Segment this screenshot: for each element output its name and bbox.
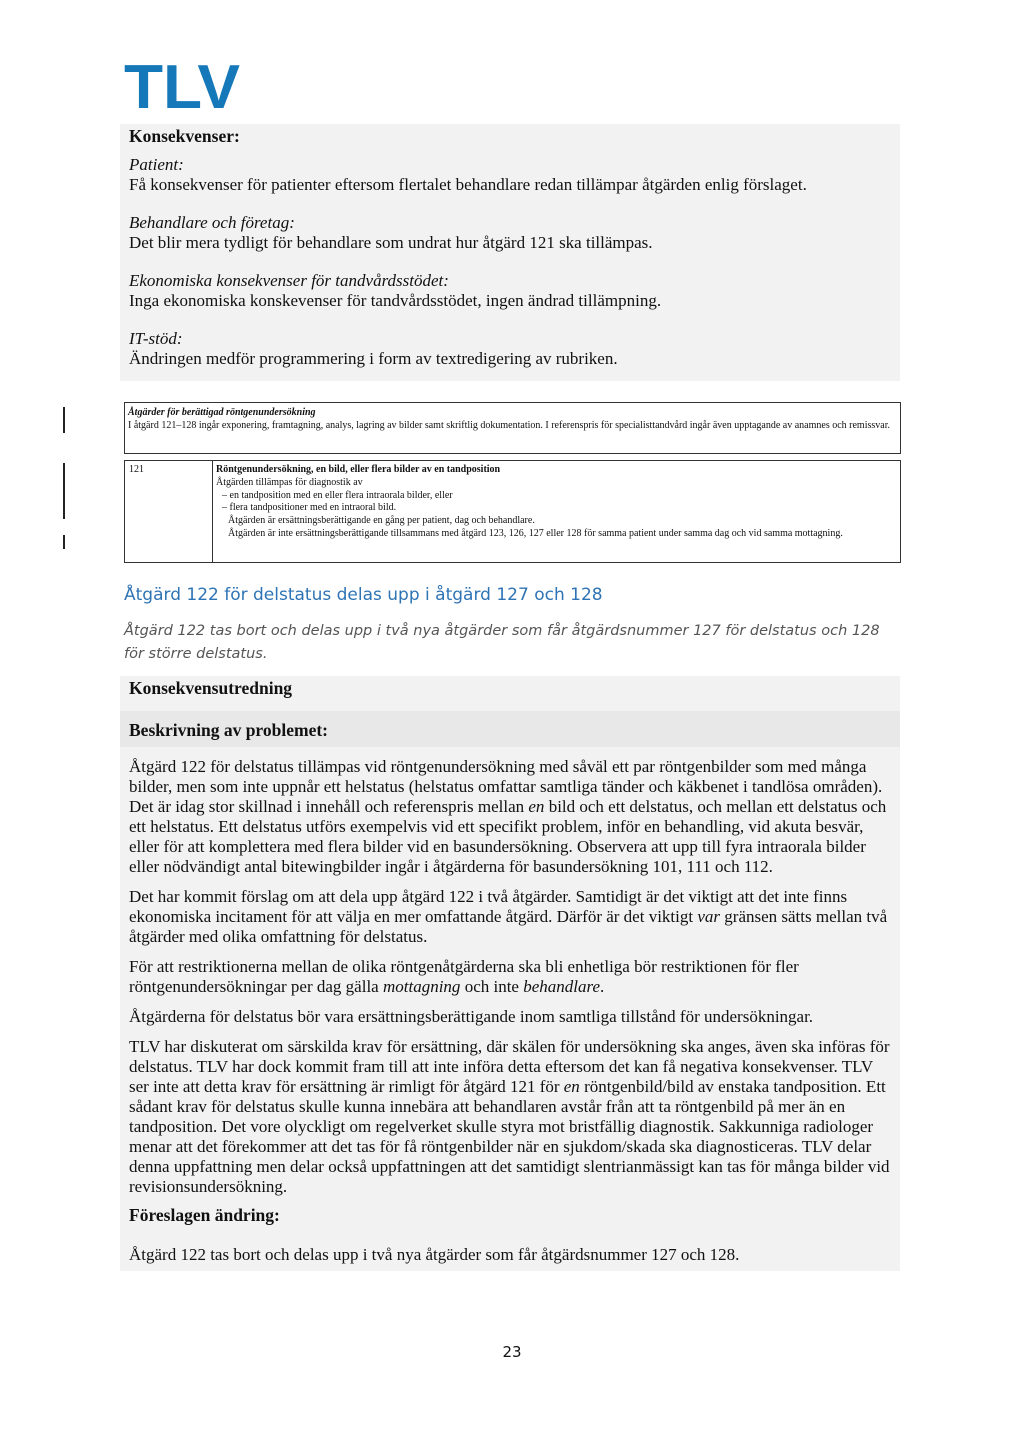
impact-assessment-box bbox=[120, 676, 900, 1302]
impact-assessment-title: Konsekvensutredning bbox=[120, 676, 900, 711]
paragraph: TLV har diskuterat om särskilda krav för ersättning, där skälen för undersökning ska anges, även ska införas för delstatus. TLV har dock kommit fram till att inte införa detta eftersom det kan få negativa konsekvenser. TLV ser inte att detta krav för ersättning är rimligt för åtgärd 121 för en röntgenbild/bild av enstaka tandposition. Ett sådant krav för delstatus skulle kunna innebära att behandlaren avstår från att ta röntgenbild på mer än en tandposition. Det vore olyckligt om regelverket skulle styra mot bristfällig diagnostik. Sakkunniga radiologer menar att det förekommer att det tas för få röntgenbilder när en sjukdom/skada ska diagnosticeras. TLV delar denna uppfattning men delar också uppfattningen att det samtidigt slentrianmässigt kan tas för många bilder vid revisionsundersökning. bbox=[129, 1037, 890, 1196]
consequence-item bbox=[129, 329, 891, 369]
consequence-text: Inga ekonomiska konskevenser för tandvårdsstödet, ingen ändrad tillämpning. bbox=[129, 291, 662, 310]
change-marker bbox=[63, 535, 65, 549]
svg-text:TLV: TLV bbox=[124, 56, 240, 114]
action-line: Åtgärden är inte ersättningsberättigande tillsammans med åtgärd 123, 126, 127 eller 128 för samma patient under samma dag och vid samma mottagning. bbox=[228, 527, 843, 539]
change-marker bbox=[63, 463, 65, 519]
consequence-label: Behandlare och företag: bbox=[129, 213, 295, 232]
paragraph: Det har kommit förslag om att dela upp åtgärd 122 i två åtgärder. Samtidigt är det viktigt att det inte finns ekonomiska incitament för att välja en mer omfattande åtgärd. Därför är det viktigt var gränsen sätts mellan två åtgärder med olika omfattning för delstatus. bbox=[129, 887, 888, 946]
consequence-item bbox=[129, 271, 891, 311]
consequence-item bbox=[129, 213, 891, 253]
consequence-item bbox=[129, 155, 891, 195]
proposed-change-text: Åtgärd 122 tas bort och delas upp i två nya åtgärder som får åtgärdsnummer 127 och 128. bbox=[120, 1231, 900, 1271]
action-121-table bbox=[124, 460, 901, 563]
page-number: 23 bbox=[502, 1343, 522, 1361]
action-line: – en tandposition med en eller flera intraorala bilder, eller bbox=[222, 489, 453, 501]
consequences-box bbox=[120, 124, 900, 381]
consequence-text: Få konsekvenser för patienter eftersom flertalet behandlare redan tillämpar åtgärden enlig förslaget. bbox=[129, 175, 807, 194]
action-line: Åtgärden tillämpas för diagnostik av bbox=[216, 476, 363, 488]
table-title: Åtgärder för berättigad röntgenundersökning bbox=[128, 407, 316, 418]
table-text: I åtgärd 121–128 ingår exponering, framtagning, analys, lagring av bilder samt skriftlig dokumentation. I referenspris för specialisttandvård ingår även upptagande av anamnes och remissvar. bbox=[128, 419, 890, 431]
action-code: 121 bbox=[125, 461, 213, 562]
section-intro: Åtgärd 122 tas bort och delas upp i två nya åtgärder som får åtgärdsnummer 127 för delstatus och 128 för större delstatus. bbox=[124, 623, 880, 662]
action-description bbox=[213, 461, 900, 562]
action-line: – flera tandpositioner med en intraoral bild. bbox=[222, 502, 397, 514]
problem-heading: Beskrivning av problemet: bbox=[120, 711, 900, 747]
consequence-text: Det blir mera tydligt för behandlare som undrat hur åtgärd 121 ska tillämpas. bbox=[129, 233, 653, 252]
paragraph: Åtgärd 122 för delstatus tillämpas vid röntgenundersökning med såväl ett par röntgenbilder som med många bilder, men som inte uppnår ett helstatus (helstatus omfattar samtliga tänder och käkbenet i tandlösa områden). Det är idag stor skillnad i innehåll och referenspris mellan en bild och ett delstatus, och mellan ett delstatus och ett helstatus. Ett delstatus utförs exempelvis vid ett specifikt problem, inför en behandling, vid akuta besvär, eller för att komplettera med flera bilder vid en basundersökning. Observera att upp till fyra intraorala bilder eller nödvändigt antal bitewingbilder ingår i åtgärderna för basundersökning 101, 111 och 112. bbox=[129, 757, 887, 876]
consequences-heading: Konsekvenser: bbox=[129, 126, 240, 146]
change-marker bbox=[63, 407, 65, 433]
tlv-logo bbox=[124, 56, 244, 114]
consequence-label: IT-stöd: bbox=[129, 329, 183, 348]
section-heading: Åtgärd 122 för delstatus delas upp i åtgärd 127 och 128 bbox=[124, 585, 603, 605]
problem-body bbox=[120, 747, 900, 1231]
action-title: Röntgenundersökning, en bild, eller flera bilder av en tandposition bbox=[216, 464, 501, 475]
consequence-text: Ändringen medför programmering i form av textredigering av rubriken. bbox=[129, 349, 618, 368]
paragraph: För att restriktionerna mellan de olika röntgenåtgärderna ska bli enhetliga bör restriktionen för fler röntgenundersökningar per dag gälla mottagning och inte behandlare. bbox=[129, 957, 799, 996]
proposed-change-heading: Föreslagen ändring: bbox=[129, 1205, 280, 1225]
action-line: Åtgärden är ersättningsberättigande en gång per patient, dag och behandlare. bbox=[228, 515, 535, 527]
paragraph: Åtgärderna för delstatus bör vara ersättningsberättigande inom samtliga tillstånd för undersökningar. bbox=[129, 1007, 814, 1026]
consequence-label: Ekonomiska konsekvenser för tandvårdsstödet: bbox=[129, 271, 449, 290]
xray-actions-table-header bbox=[124, 402, 901, 454]
consequence-label: Patient: bbox=[129, 155, 184, 174]
